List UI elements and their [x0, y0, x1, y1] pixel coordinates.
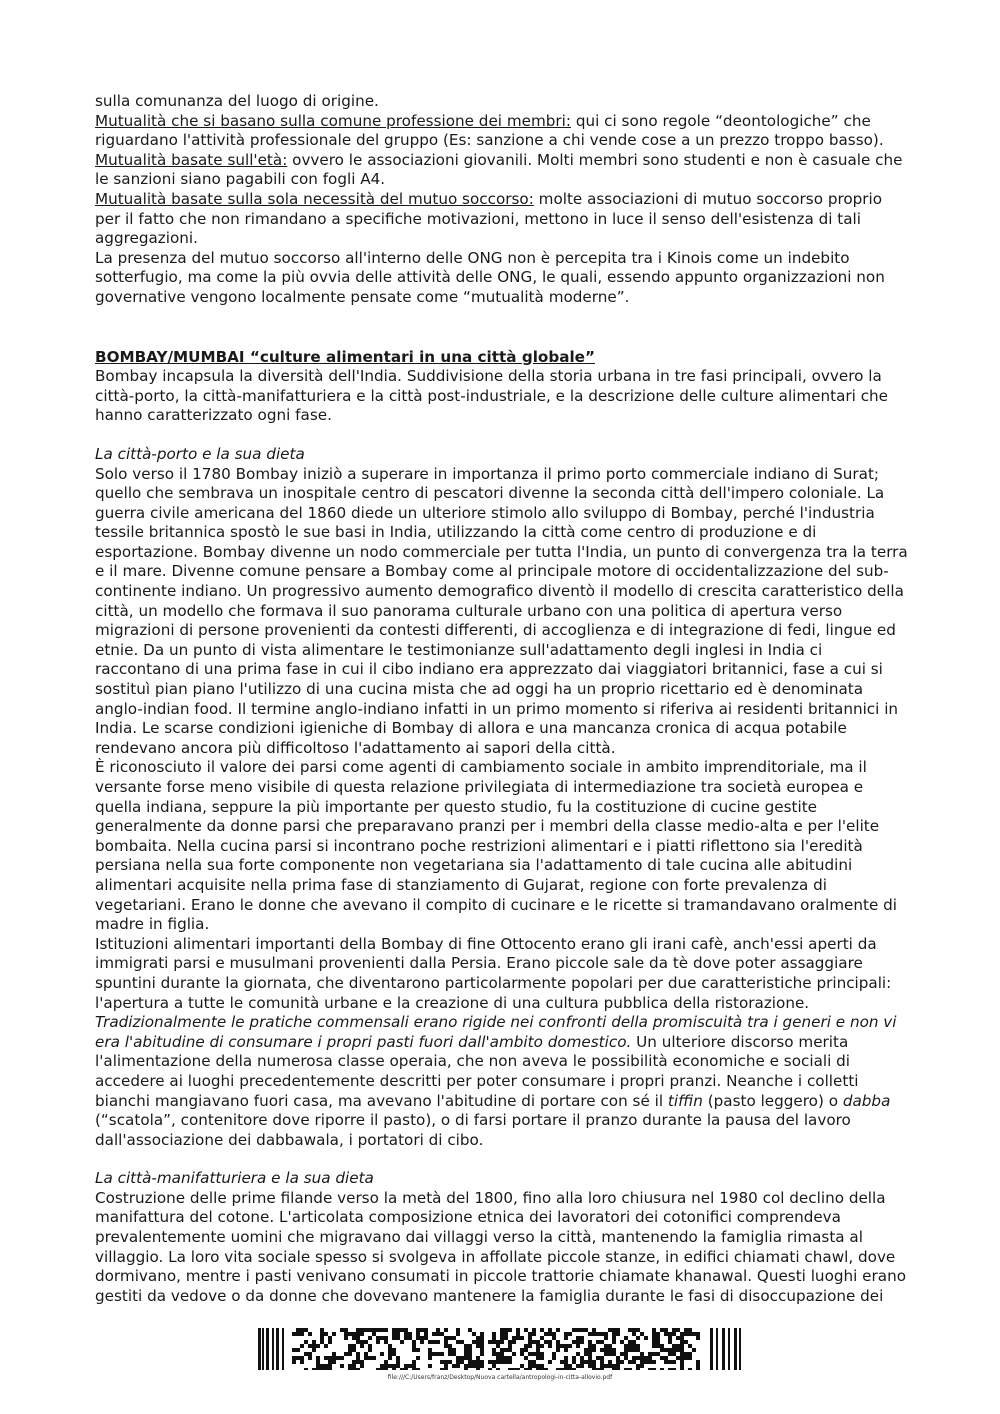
term-dabba: dabba: [842, 1091, 891, 1110]
paragraph-text: ovvero le associazioni giovanili. Molti membri sono studenti e non è casuale che le sanzioni siano pagabili con fogli A4.: [95, 150, 903, 189]
underlined-term: Mutualità basate sulla sola necessità del mutuo soccorso:: [95, 189, 534, 208]
paragraph-intro: Bombay incapsula la diversità dell'India. Suddivisione della storia urbana in tre fasi principali, ovvero la città-porto, la città-manifatturiera e la città post-industriale, e la descrizione delle culture alimentari che hanno caratterizzato ogni fase.: [95, 367, 889, 425]
paragraph-text: qui ci sono regole “deontologiche” che riguardano l'attività professionale del gruppo (Es: sanzione a chi vende cose a un prezzo troppo basso).: [95, 111, 884, 150]
paragraph-text: (pasto leggero) o: [702, 1091, 843, 1110]
paragraph-text: (“scatola”, contenitore dove riporre il pasto), o di farsi portare il pranzo durante la pausa del lavoro dall'associazione dei dabbawala, i portatori di cibo.: [95, 1111, 851, 1149]
paragraph-parsi: È riconosciuto il valore dei parsi come agenti di cambiamento sociale in ambito imprenditoriale, ma il versante forse meno visibile di questa relazione privilegiata di intermediazione tra società europea e quella indiana, seppure la più importante per questo studio, fu la costituzione di cucine gestite generalmente da donne parsi che preparavano pranzi per i membri della classe medio-alta e per l'elite bombaita. Nella cucina parsi si incontrano poche restrizioni alimentari e i piatti riflettono sia l'eredità persiana nella sua forte componente non vegetariana sia l'adattamento di tale cucina alle abitudini alimentari acquisite nella prima fase di stanziamento di Gujarat, regione con forte prevalenza di vegetariani. Erano le donne che avevano il compito di cucinare e le ricette si tramandavano oralmente di madre in figlia.: [95, 758, 897, 934]
file-path-footer: file:///C:/Users/franz/Desktop/Nuova cartella/antropologi-in-citta-allovio.pdf: [387, 1374, 613, 1381]
paragraph-ong: La presenza del mutuo soccorso all'interno delle ONG non è percepita tra i Kinois come un indebito sotterfugio, ma come la più ovvia delle attività delle ONG, le quali, essendo appunto organizzazioni non governative vengono localmente pensate come “mutualità moderne”.: [95, 248, 885, 306]
paragraph-port-history: Solo verso il 1780 Bombay iniziò a superare in importanza il primo porto commerciale indiano di Surat; quello che sembrava un inospitale centro di pescatori divenne la seconda città dell'impero coloniale. La guerra civile americana del 1860 diede un ulteriore stimolo allo sviluppo di Bombay, perché l'industria tessile britannica spostò le sue basi in India, utilizzando la città come centro di produzione e di esportazione. Bombay divenne un nodo commerciale per tutta l'India, un punto di convergenza tra la terra e il mare. Divenne comune pensare a Bombay come al principale motore di occidentalizzazione del sub-continente indiano. Un progressivo aumento demografico diventò il modello di crescita caratteristico della città, un modello che formava il suo panorama culturale urbano con una politica di apertura verso migrazioni di persone provenienti da contesti differenti, di accoglienza e di integrazione di fedi, lingue ed etnie. Da un punto di vista alimentare le testimonianze sull'adattamento degli inglesi in India ci raccontano di una prima fase in cui il cibo indiano era apprezzato dai viaggiatori britannici, fase a cui si sostituì pian piano l'utilizzo di una cucina mista che ad oggi ha un proprio ricettario ed è denominata anglo-indian food. Il termine anglo-indiano infatti in un primo momento si riferiva ai residenti britannici in India. Le scarse condizioni igieniche di Bombay di allora e una mancanza cronica di acqua potabile rendevano ancora più difficoltoso l'adattamento ai sapori della città.: [95, 464, 908, 757]
paragraph-professione: [95, 112, 910, 151]
subheading-citta-manifatturiera: La città-manifatturiera e la sua dieta: [95, 1169, 374, 1188]
paragraph-manifattura: Costruzione delle prime filande verso la metà del 1800, fino alla loro chiusura nel 1980 col declino della manifattura del cotone. L'articolata composizione etnica dei lavoratori dei cotonifici comprendeva prevalentemente uomini che migravano dai villaggi verso la città, mantenendo la famiglia rimasta al villaggio. La loro vita sociale spesso si svolgeva in affollate piccole stanze, in edifici chiamati chawl, dove dormivano, mentre i pasti venivano consumati in piccole trattorie chiamate khanawal. Questi luoghi erano gestiti da vedove o da donne che dovevano mantenere la famiglia durante le fasi di disoccupazione dei: [95, 1188, 906, 1305]
document-body: [95, 92, 910, 1306]
italic-passage: Tradizionalmente le pratiche commensali erano rigide nei confronti della promiscuità tra i generi e non vi era l'abitudine di consumare i propri pasti fuori dall'ambito domestico.: [95, 1013, 897, 1051]
paragraph-commensali: [95, 1013, 910, 1150]
underlined-term: Mutualità che si basano sulla comune professione dei membri:: [95, 111, 571, 130]
paragraph-text: Un ulteriore discorso merita l'alimentazione della numerosa classe operaia, che non aveva le possibilità economiche e sociali di accedere ai luoghi precedentemente descritti per poter consumare i propri pranzi. Neanche i colletti bianchi mangiavano fuori casa, ma avevano l'abitudine di portare con sé il: [95, 1032, 859, 1110]
paragraph-text: molte associazioni di mutuo soccorso proprio per il fatto che non rimandano a specifiche motivazioni, mettono in luce il senso dell'esistenza di tali aggregazioni.: [95, 189, 883, 248]
subheading-citta-porto: La città-porto e la sua dieta: [95, 444, 305, 463]
paragraph-eta: [95, 151, 910, 190]
term-tiffin: tiffin: [667, 1091, 703, 1110]
underlined-term: Mutualità basate sull'età:: [95, 150, 288, 169]
paragraph-irani-cafe: Istituzioni alimentari importanti della Bombay di fine Ottocento erano gli irani cafè, anch'essi aperti da immigrati parsi e musulmani provenienti dalla Persia. Erano piccole sale da tè dove poter assaggiare spuntini durante la giornata, che diventarono particolarmente popolari per due caratteristiche principali: l'apertura a tutte le comunità urbane e la creazione di una cultura pubblica della ristorazione.: [95, 934, 892, 1012]
paragraph-mutuo-soccorso: [95, 190, 910, 249]
section-heading: BOMBAY/MUMBAI “culture alimentari in una città globale”: [95, 347, 595, 366]
paragraph-origin: sulla comunanza del luogo di origine.: [95, 92, 379, 110]
barcode-image: [258, 1328, 742, 1370]
